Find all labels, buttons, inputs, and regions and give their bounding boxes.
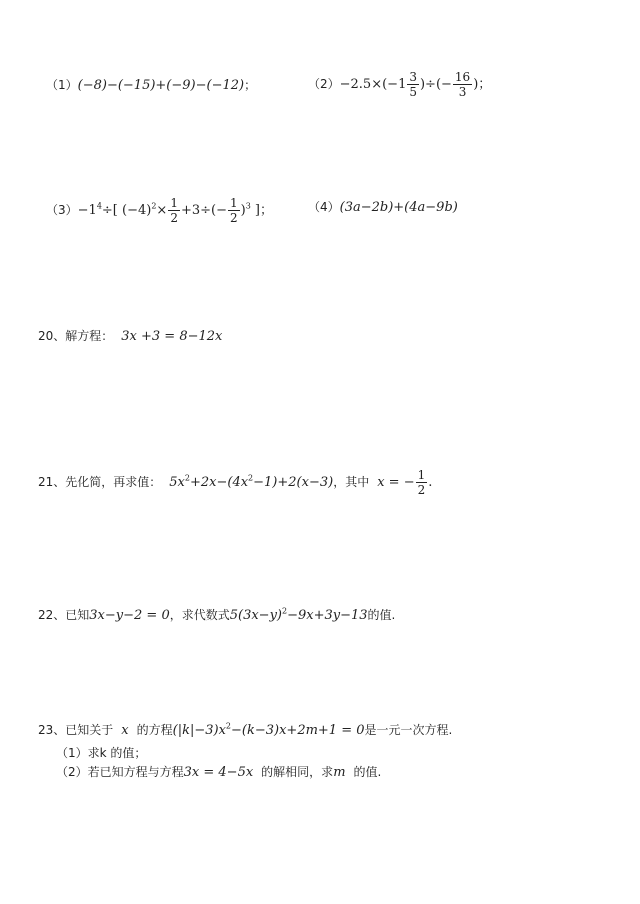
exponent: 2: [225, 721, 232, 731]
fraction-denominator: 2: [417, 483, 426, 497]
variable: m: [333, 765, 346, 780]
expression-e: ): [240, 203, 246, 218]
variable-assignment: x = −: [377, 475, 415, 490]
exponent: 2: [184, 473, 190, 483]
problem-23-sub-1: [56, 745, 146, 762]
expression-a: −1: [77, 203, 97, 218]
problem-label: 23、已知关于: [38, 723, 114, 737]
part-label: （1）: [46, 78, 78, 92]
problem-19-part-2: [308, 70, 491, 99]
fraction-numerator: 16: [454, 70, 471, 84]
sub-question: （1）求k 的值；: [56, 746, 147, 760]
mixed-fraction: [407, 70, 419, 99]
end-punct: .: [428, 475, 433, 490]
problem-label: 22、已知: [38, 608, 90, 622]
sub-question-b: 的解相同，求: [261, 765, 334, 779]
fraction-numerator: 1: [417, 468, 426, 482]
equation-b: −(k−3)x+2m+1 = 0: [231, 723, 365, 738]
part-label: （3）: [46, 203, 78, 217]
expression-b: )÷(−: [419, 77, 452, 92]
exponent: 2: [248, 473, 254, 483]
expression-f: ]；: [250, 203, 274, 218]
fraction-denominator: 3: [458, 85, 467, 99]
variable: x: [121, 723, 129, 738]
fraction: [416, 468, 428, 497]
expression-a: 5x: [169, 475, 185, 490]
expression-c: )；: [473, 77, 492, 92]
equation: 3x +3 = 8−12x: [121, 329, 223, 344]
text-b: 是一元一次方程.: [364, 723, 453, 737]
problem-label: 20、解方程：: [38, 329, 114, 343]
problem-label: 21、先化简，再求值：: [38, 475, 162, 489]
expression-c: −1)+2(x−3): [253, 475, 334, 490]
fraction-numerator: 3: [409, 70, 417, 84]
equation-a: (|k|−3)x: [172, 723, 226, 738]
expression-a: −2.5×(−1: [339, 77, 407, 92]
fraction-numerator: 1: [229, 196, 238, 210]
expression-b: ÷[ (−4): [101, 203, 152, 218]
fraction: [168, 196, 180, 225]
exponent: 3: [245, 201, 251, 211]
exponent: 2: [151, 201, 157, 211]
expression-c: ×: [156, 203, 168, 218]
end-punct: ；: [244, 78, 257, 92]
problem-19-part-4: [308, 199, 458, 216]
where-text: ，其中: [333, 475, 370, 489]
sub-question-a: （2）若已知方程与方程: [56, 765, 184, 779]
part-label: （2）: [308, 77, 340, 91]
expression: (3a−2b)+(4a−9b): [339, 200, 458, 215]
problem-22: [38, 607, 395, 624]
text-a: 的方程: [136, 723, 173, 737]
problem-19-part-1: [46, 77, 256, 94]
condition: 3x−y−2 = 0: [89, 608, 170, 623]
expression-d: +3÷(−: [180, 203, 227, 218]
problem-20: [38, 328, 222, 345]
part-label: （4）: [308, 200, 340, 214]
fraction-denominator: 2: [229, 211, 238, 225]
problem-23-sub-2: [56, 764, 381, 781]
exponent: 2: [282, 606, 288, 616]
sub-equation: 3x = 4−5x: [183, 765, 254, 780]
fraction: [453, 70, 472, 99]
expression-b: −9x+3y−13: [287, 608, 368, 623]
expression-a: 5(3x−y): [229, 608, 282, 623]
expression-b: +2x−(4x: [189, 475, 249, 490]
end-text: 的值.: [367, 608, 396, 622]
mid-text: ，求代数式: [169, 608, 230, 622]
sub-question-c: 的值.: [353, 765, 382, 779]
expression: (−8)−(−15)+(−9)−(−12): [77, 78, 245, 93]
fraction-denominator: 2: [170, 211, 178, 225]
fraction-denominator: 5: [409, 85, 417, 99]
problem-23: [38, 722, 452, 739]
fraction-numerator: 1: [170, 196, 178, 210]
problem-19-part-3: [46, 196, 273, 225]
problem-21: [38, 468, 432, 497]
exponent: 4: [96, 201, 102, 211]
fraction: [228, 196, 240, 225]
